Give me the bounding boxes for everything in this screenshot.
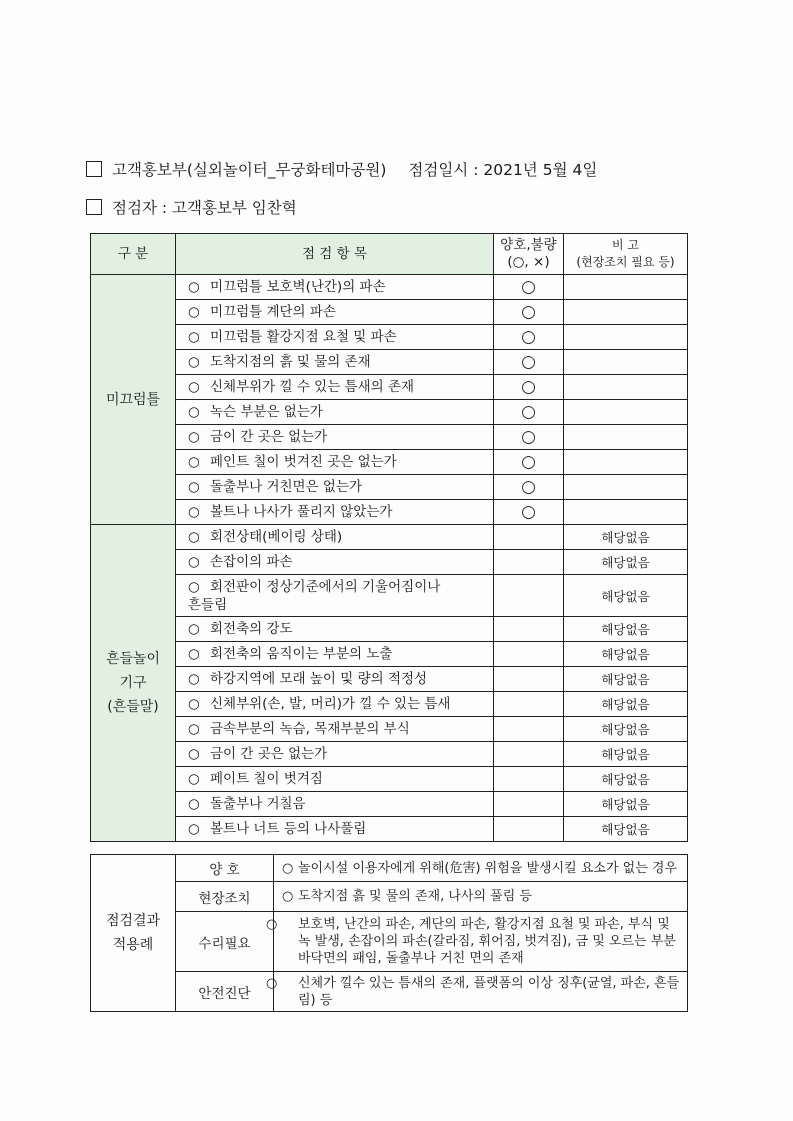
check-item: ○ 회전상태(베이링 상태) — [176, 525, 494, 550]
check-item: ○ 미끄럼틀 활강지점 요철 및 파손 — [176, 325, 494, 350]
table-row — [91, 475, 688, 500]
note-cell — [564, 300, 688, 325]
note-cell: 해당없음 — [564, 525, 688, 550]
note-cell: 해당없음 — [564, 692, 688, 717]
result-row — [91, 912, 688, 972]
result-mark: ○ — [494, 500, 564, 525]
note-cell: 해당없음 — [564, 817, 688, 842]
note-cell — [564, 450, 688, 475]
result-mark: ○ — [494, 400, 564, 425]
check-item: ○ 도착지점의 흙 및 물의 존재 — [176, 350, 494, 375]
note-cell — [564, 400, 688, 425]
facility-name: 고객홍보부(실외놀이터_무궁화테마공원) — [112, 161, 387, 179]
note-cell: 해당없음 — [564, 792, 688, 817]
note-cell — [564, 375, 688, 400]
result-mark — [494, 617, 564, 642]
result-mark: ○ — [494, 450, 564, 475]
note-cell: 해당없음 — [564, 717, 688, 742]
result-row — [91, 855, 688, 882]
results-table — [90, 854, 688, 1012]
result-text: ○ 놀이시설 이용자에게 위해(危害) 위험을 발생시킬 요소가 없는 경우 — [274, 855, 688, 882]
result-mark — [494, 667, 564, 692]
table-row — [91, 792, 688, 817]
results-category: 점검결과 적용례 — [91, 855, 176, 1012]
result-text: ○ 보호벽, 난간의 파손, 계단의 파손, 활강지점 요철 및 파손, 부식 및 녹 발생, 손잡이의 파손(갈라짐, 휘어짐, 벗겨짐), 금 및 오르는 부분 바닥면의 패임, 돌출부나 거친 면의 존재 — [274, 912, 688, 972]
result-mark — [494, 767, 564, 792]
check-item: ○ 미끄럼틀 보호벽(난간)의 파손 — [176, 275, 494, 300]
category-rocking: 흔들놀이 기구 (흔들말) — [91, 525, 176, 842]
result-mark: ○ — [494, 300, 564, 325]
check-item: ○ 회전판이 정상기준에서의 기울어짐이나 흔들림 — [176, 575, 494, 617]
result-mark: ○ — [494, 375, 564, 400]
check-item: ○ 금이 간 곳은 없는가 — [176, 742, 494, 767]
check-item: ○ 미끄럼틀 계단의 파손 — [176, 300, 494, 325]
check-item: ○ 녹슨 부분은 없는가 — [176, 400, 494, 425]
check-item: ○ 신체부위(손, 발, 머리)가 낄 수 있는 틈새 — [176, 692, 494, 717]
table-row — [91, 550, 688, 575]
result-row — [91, 972, 688, 1012]
result-mark: ○ — [494, 350, 564, 375]
check-item: ○ 하강지역에 모래 높이 및 량의 적정성 — [176, 667, 494, 692]
note-cell: 해당없음 — [564, 617, 688, 642]
header-result: 양호,불량 (○, ×) — [494, 234, 564, 275]
result-mark — [494, 792, 564, 817]
result-mark — [494, 550, 564, 575]
check-item: ○ 회전축의 움직이는 부분의 노출 — [176, 642, 494, 667]
result-label: 현장조치 — [176, 882, 274, 912]
note-cell: 해당없음 — [564, 767, 688, 792]
result-mark — [494, 525, 564, 550]
result-label: 안전진단 — [176, 972, 274, 1012]
check-item: ○ 돌출부나 거친면은 없는가 — [176, 475, 494, 500]
result-mark — [494, 742, 564, 767]
result-mark: ○ — [494, 325, 564, 350]
check-item: ○ 신체부위가 낄 수 있는 틈새의 존재 — [176, 375, 494, 400]
note-cell — [564, 475, 688, 500]
result-mark — [494, 575, 564, 617]
note-cell: 해당없음 — [564, 667, 688, 692]
check-item: ○ 돌출부나 거칠음 — [176, 792, 494, 817]
check-item: ○ 금속부분의 녹슴, 목재부분의 부식 — [176, 717, 494, 742]
result-mark: ○ — [494, 475, 564, 500]
check-item: ○ 손잡이의 파손 — [176, 550, 494, 575]
table-row — [91, 450, 688, 475]
result-mark: ○ — [494, 425, 564, 450]
checkbox-icon — [86, 199, 102, 215]
check-item: ○ 회전축의 강도 — [176, 617, 494, 642]
header-line-2 — [86, 196, 297, 218]
header-category: 구 분 — [91, 234, 176, 275]
result-label: 양 호 — [176, 855, 274, 882]
check-item: ○ 페이트 칠이 벗겨짐 — [176, 767, 494, 792]
checkbox-icon — [86, 161, 102, 177]
result-text: ○ 신체가 낄수 있는 틈새의 존재, 플랫폼의 이상 징후(균열, 파손, 흔들림) 등 — [274, 972, 688, 1012]
inspection-table — [90, 233, 688, 842]
table-row — [91, 525, 688, 550]
table-row — [91, 375, 688, 400]
result-mark — [494, 692, 564, 717]
result-label: 수리필요 — [176, 912, 274, 972]
result-mark — [494, 642, 564, 667]
table-row — [91, 692, 688, 717]
inspection-date: 점검일시 : 2021년 5월 4일 — [408, 161, 598, 179]
table-row — [91, 400, 688, 425]
inspector: 점검자 : 고객홍보부 임찬혁 — [112, 199, 297, 217]
table-row — [91, 817, 688, 842]
table-row — [91, 717, 688, 742]
note-cell: 해당없음 — [564, 550, 688, 575]
note-cell — [564, 500, 688, 525]
note-cell — [564, 325, 688, 350]
check-item: ○ 볼트나 너트 등의 나사풀림 — [176, 817, 494, 842]
table-row — [91, 575, 688, 617]
table-row — [91, 425, 688, 450]
table-row — [91, 642, 688, 667]
table-row — [91, 767, 688, 792]
header-items: 점 검 항 목 — [176, 234, 494, 275]
result-mark: ○ — [494, 275, 564, 300]
category-slide: 미끄럼틀 — [91, 275, 176, 525]
table-row — [91, 300, 688, 325]
table-row — [91, 742, 688, 767]
result-mark — [494, 817, 564, 842]
header-note: 비 고 (현장조치 필요 등) — [564, 234, 688, 275]
note-cell: 해당없음 — [564, 642, 688, 667]
result-text: ○ 도착지점 흙 및 물의 존재, 나사의 풀림 등 — [274, 882, 688, 912]
check-item: ○ 금이 간 곳은 없는가 — [176, 425, 494, 450]
check-item: ○ 볼트나 나사가 풀리지 않았는가 — [176, 500, 494, 525]
table-row — [91, 617, 688, 642]
table-row — [91, 275, 688, 300]
table-row — [91, 667, 688, 692]
header-line-1 — [86, 158, 597, 180]
check-item: ○ 페인트 칠이 벗겨진 곳은 없는가 — [176, 450, 494, 475]
note-cell: 해당없음 — [564, 742, 688, 767]
note-cell: 해당없음 — [564, 575, 688, 617]
note-cell — [564, 350, 688, 375]
result-row — [91, 882, 688, 912]
table-row — [91, 325, 688, 350]
table-header-row — [91, 234, 688, 275]
note-cell — [564, 275, 688, 300]
result-mark — [494, 717, 564, 742]
table-row — [91, 500, 688, 525]
note-cell — [564, 425, 688, 450]
table-row — [91, 350, 688, 375]
